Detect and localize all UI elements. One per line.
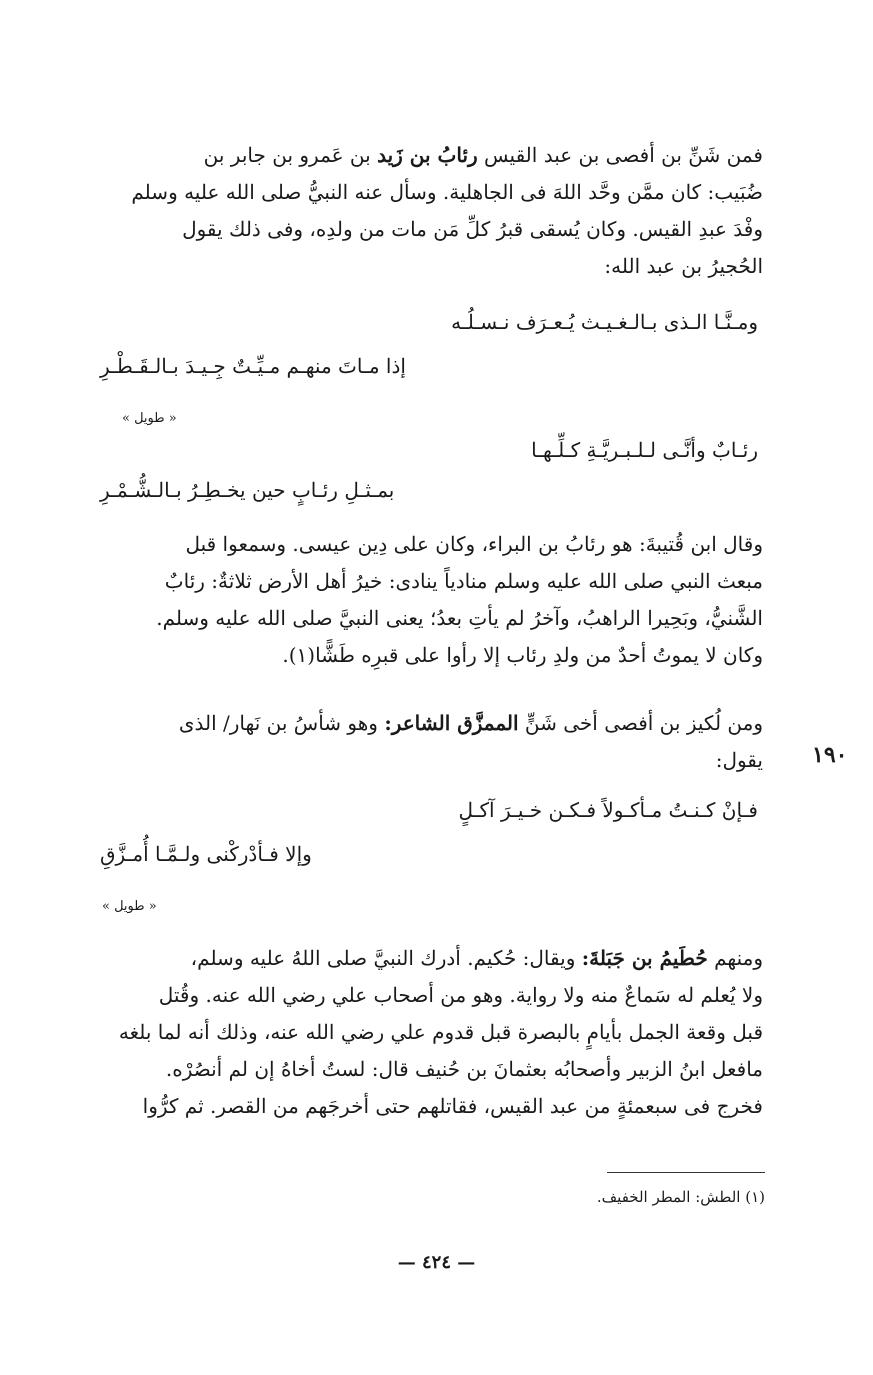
hemistich: إذا مـاتَ منهـم مـيِّـتٌ جِـيـدَ بـالـقَـطْـرِ xyxy=(100,354,406,378)
meter-label: « طويل » xyxy=(122,411,177,426)
text-line: وفْدَ عبدِ القيس. وكان يُسقى قبرُ كلِّ مَن مات من ولدِه، وفى ذلك يقول xyxy=(182,217,763,241)
text-line xyxy=(100,940,763,977)
hemistich: فـإنْ كـنـتُ مـأكـولاً فـكـن خـيـرَ آكـلٍ xyxy=(458,798,758,822)
text-line: وقال ابن قُتيبةَ: هو رئابُ بن البراء، وكان على دِين عيسى. وسمعوا قبل xyxy=(185,532,763,556)
paragraph-ibn-qutayba xyxy=(100,526,763,674)
text-line: يقول: xyxy=(715,748,763,772)
hemistich: وإلا فـأدْركْنى ولـمَّـا أُمـزَّقِ xyxy=(100,842,312,866)
text-line xyxy=(100,705,763,742)
hemistich: ومـنَّـا الـذى بـالـغـيـث يُـعـرَف نـسـلُـه xyxy=(451,310,758,334)
paragraph-ruab xyxy=(100,137,763,285)
text-span: وهو شأسُ بن نَهار/ الذى xyxy=(178,711,378,735)
text-span: ومن لُكيز بن أفصى أخى شَنٍّ xyxy=(524,711,763,735)
hemistich: بمـثـلِ رئـابٍ حين يخـطِـرُ بـالـشُّـمْـرِ xyxy=(100,478,395,502)
name-highlight: الممزَّق الشاعر: xyxy=(384,711,519,735)
text-line: ضُبَيب: كان ممَّن وحَّد اللهَ فى الجاهلية. وسأل عنه النبيُّ صلى الله عليه وسلم xyxy=(131,180,763,204)
name-highlight: رئابُ بن زَيد xyxy=(377,143,478,167)
text-line: ولا يُعلم له سَماعٌ منه ولا رواية. وهو من أصحاب علي رضي الله عنه. وقُتل xyxy=(158,983,763,1007)
text-line: مبعث النبي صلى الله عليه وسلم منادياً ينادى: خيرُ أهل الأرض ثلاثةٌ: رئابٌ xyxy=(164,569,763,593)
text-span: فمن شَنِّ بن أفصى بن عبد القيس xyxy=(484,143,763,167)
text-line xyxy=(100,137,763,174)
text-line: مافعل ابنُ الزبير وأصحابُه بعثمانَ بن حُنيف قال: لستُ أخاهُ إن لم أنصُرْه. xyxy=(165,1057,763,1081)
text-line: الشَّنيُّ، وبَحِيرا الراهبُ، وآخرُ لم يأتِ بعدُ؛ يعنى النبيَّ صلى الله عليه وسلم. xyxy=(156,606,763,630)
margin-page-reference: ١٩٠ xyxy=(812,742,848,768)
text-line: وكان لا يموتُ أحدٌ من ولدِ رئاب إلا رأوا على قبرِه طَشًّا(١). xyxy=(282,643,763,667)
text-line: قبل وقعة الجمل بأيامٍ بالبصرة قبل قدوم علي رضي الله عنه، وذلك أنه لما بلغه xyxy=(118,1020,763,1044)
meter-label: « طويل » xyxy=(102,899,157,914)
text-span: بن عَمرو بن جابر بن xyxy=(203,143,371,167)
text-span: ومنهم xyxy=(714,946,763,970)
page-number: — ٤٢٤ — xyxy=(397,1252,476,1273)
name-highlight: حُطَيمُ بن جَبَلةَ: xyxy=(581,946,708,970)
text-line: فخرج فى سبعمئةٍ من عبد القيس، فقاتلهم حتى أخرجَهم من القصر. ثم كرُّوا xyxy=(142,1094,763,1118)
paragraph-mumazzaq xyxy=(100,705,763,779)
text-span: ويقال: حُكيم. أدرك النبيَّ صلى اللهُ عليه وسلم، xyxy=(190,946,576,970)
hemistich: رئـابٌ وأنَّـى لـلـبـريَّـةِ كـلِّـهـا xyxy=(531,438,758,462)
text-line: الحُجيرُ بن عبد الله: xyxy=(604,254,763,278)
footnote-divider xyxy=(607,1172,765,1173)
footnote: (١) الطش: المطر الخفيف. xyxy=(596,1188,765,1206)
paragraph-hutaym xyxy=(100,940,763,1125)
